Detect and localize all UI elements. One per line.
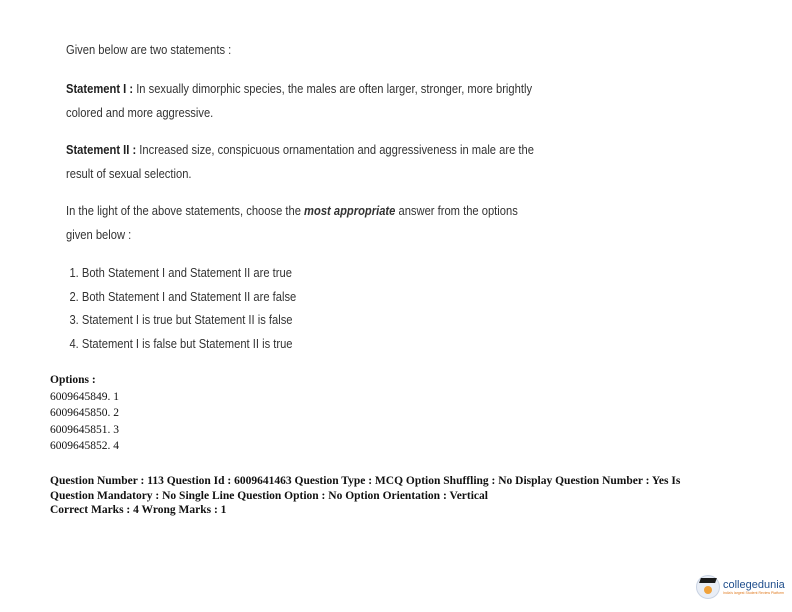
question-intro: Given below are two statements : xyxy=(66,42,232,57)
meta-line-1: Question Number : 113 Question Id : 6009641463 Question Type : MCQ Option Shuffling : No Display Question Number : Yes Is xyxy=(50,475,681,487)
statement-two-text: Increased size, conspicuous ornamentation and aggressiveness in male are the result of sexual selection. xyxy=(66,142,534,181)
logo-name: collegedunia xyxy=(723,578,785,591)
question-meta xyxy=(50,474,750,518)
statement-one-text: In sexually dimorphic species, the males are often larger, stronger, more brightly colored and more aggressive. xyxy=(66,81,533,120)
option-id-item: 6009645852. 4 xyxy=(50,440,119,452)
answer-choice: 1. Both Statement I and Statement II are true xyxy=(69,265,292,280)
collegedunia-logo xyxy=(696,572,792,602)
question-instruction xyxy=(66,199,548,247)
logo-tagline: India's largest Student Review Platform xyxy=(723,590,784,595)
meta-line-2: Question Mandatory : No Single Line Question Option : No Option Orientation : Vertical xyxy=(50,489,488,502)
option-id-item: 6009645850. 2 xyxy=(50,407,119,419)
options-label: Options : xyxy=(50,374,96,386)
statement-two-label: Statement II : xyxy=(66,142,137,157)
statement-one xyxy=(66,77,548,125)
meta-line-3: Correct Marks : 4 Wrong Marks : 1 xyxy=(50,504,227,516)
instruction-emphasis: most appropriate xyxy=(304,203,396,218)
graduation-cap-icon xyxy=(696,575,720,599)
instruction-after: answer from the options given below : xyxy=(66,203,518,242)
answer-choice: 2. Both Statement I and Statement II are false xyxy=(69,288,297,304)
option-id-item: 6009645849. 1 xyxy=(50,390,119,403)
answer-choices xyxy=(66,261,548,355)
option-id-item: 6009645851. 3 xyxy=(50,423,119,436)
instruction-before: In the light of the above statements, choose the xyxy=(66,203,305,218)
answer-choice: 4. Statement I is false but Statement II is true xyxy=(69,335,293,351)
options-block xyxy=(50,372,119,455)
statement-two xyxy=(66,138,548,186)
question-image xyxy=(66,38,548,355)
statement-one-label: Statement I : xyxy=(66,81,134,96)
answer-choice: 3. Statement I is true but Statement II is false xyxy=(69,312,293,327)
